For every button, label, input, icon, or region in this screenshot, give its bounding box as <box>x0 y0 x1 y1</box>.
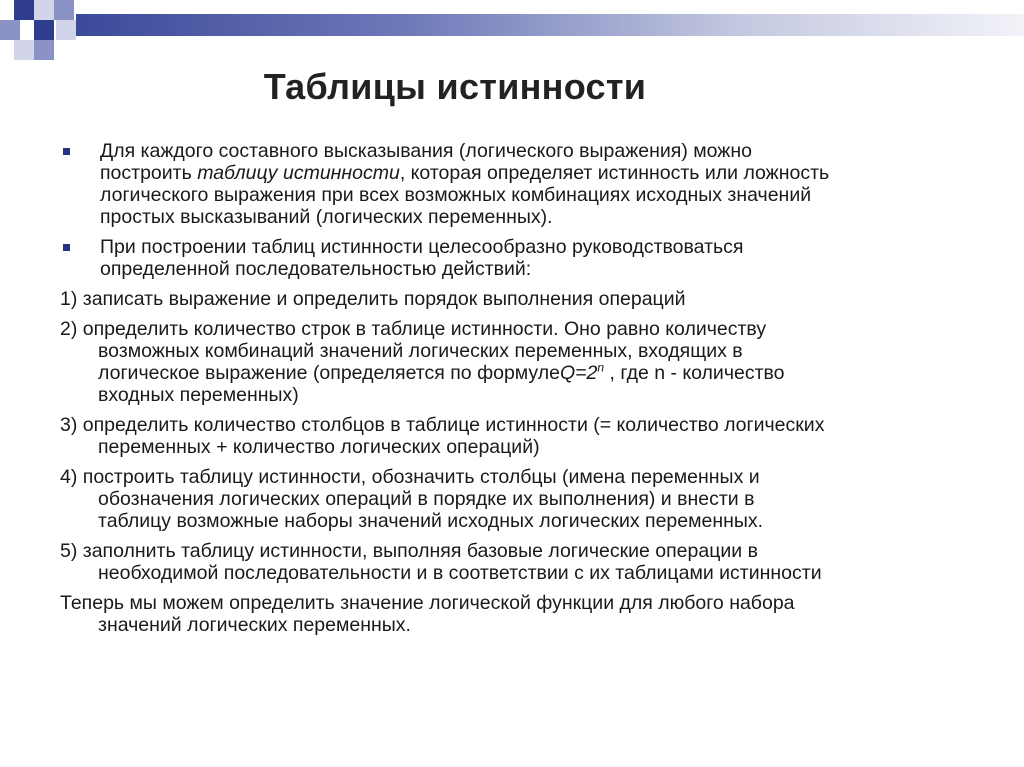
slide-content <box>60 140 980 644</box>
text-span: построить <box>100 162 198 184</box>
text-line: При построении таблиц истинности целесообразно руководствоваться <box>100 236 744 258</box>
text-line: 4) построить таблицу истинности, обозначить столбцы (имена переменных и <box>60 466 760 488</box>
text-line: определенной последовательностью действий: <box>100 258 532 280</box>
text-line: необходимой последовательности и в соответствии с их таблицами истинности <box>98 562 822 584</box>
slide-title: Таблицы истинности <box>263 66 647 107</box>
decor-square <box>56 20 76 40</box>
text-line: простых высказываний (логических переменных). <box>100 206 553 228</box>
bullet-item <box>60 236 980 280</box>
text-line: Теперь мы можем определить значение логической функции для любого набора <box>60 592 795 614</box>
formula-exponent: n <box>597 360 605 375</box>
text-span: , которая определяет истинность или ложность <box>399 162 830 184</box>
text-span: логическое выражение (определяется по формуле <box>98 362 560 384</box>
text-line: возможных комбинаций значений логических переменных, входящих в <box>98 340 743 362</box>
bullet-item <box>60 140 980 228</box>
step-item <box>60 414 980 458</box>
conclusion-item <box>60 592 980 636</box>
step-item <box>60 288 980 310</box>
step-item <box>60 466 980 532</box>
text-line: 5) заполнить таблицу истинности, выполняя базовые логические операции в <box>60 540 758 562</box>
text-line: 2) определить количество строк в таблице истинности. Оно равно количеству <box>60 318 767 340</box>
text-line: переменных + количество логических операций) <box>98 436 540 458</box>
text-line: 3) определить количество столбцов в таблице истинности (= количество логических <box>60 414 825 436</box>
text-span: , где n - количество <box>604 362 785 384</box>
decor-square <box>34 20 54 40</box>
text-line: входных переменных) <box>98 384 299 406</box>
header-gradient-bar <box>76 14 1024 36</box>
text-line <box>100 162 980 184</box>
square-bullet-icon <box>63 148 70 155</box>
square-bullet-icon <box>63 244 70 251</box>
decor-square <box>0 20 20 40</box>
text-line <box>98 362 980 384</box>
decor-square <box>34 40 54 60</box>
text-line: обозначения логических операций в порядке их выполнения) и внести в <box>98 488 755 510</box>
text-line: таблицу возможные наборы значений исходных логических переменных. <box>98 510 764 532</box>
text-line: логического выражения при всех возможных комбинациях исходных значений <box>100 184 812 206</box>
text-line: Для каждого составного высказывания (логического выражения) можно <box>100 140 752 162</box>
formula <box>560 362 604 384</box>
decor-square <box>54 0 74 20</box>
text-line: 1) записать выражение и определить порядок выполнения операций <box>60 288 686 310</box>
decor-square <box>14 0 34 20</box>
step-item <box>60 318 980 406</box>
formula-base: Q=2 <box>559 362 598 384</box>
text-line: значений логических переменных. <box>98 614 411 636</box>
step-item <box>60 540 980 584</box>
decor-square <box>14 40 34 60</box>
decor-square <box>34 0 54 20</box>
italic-term: таблицу истинности <box>197 162 400 184</box>
